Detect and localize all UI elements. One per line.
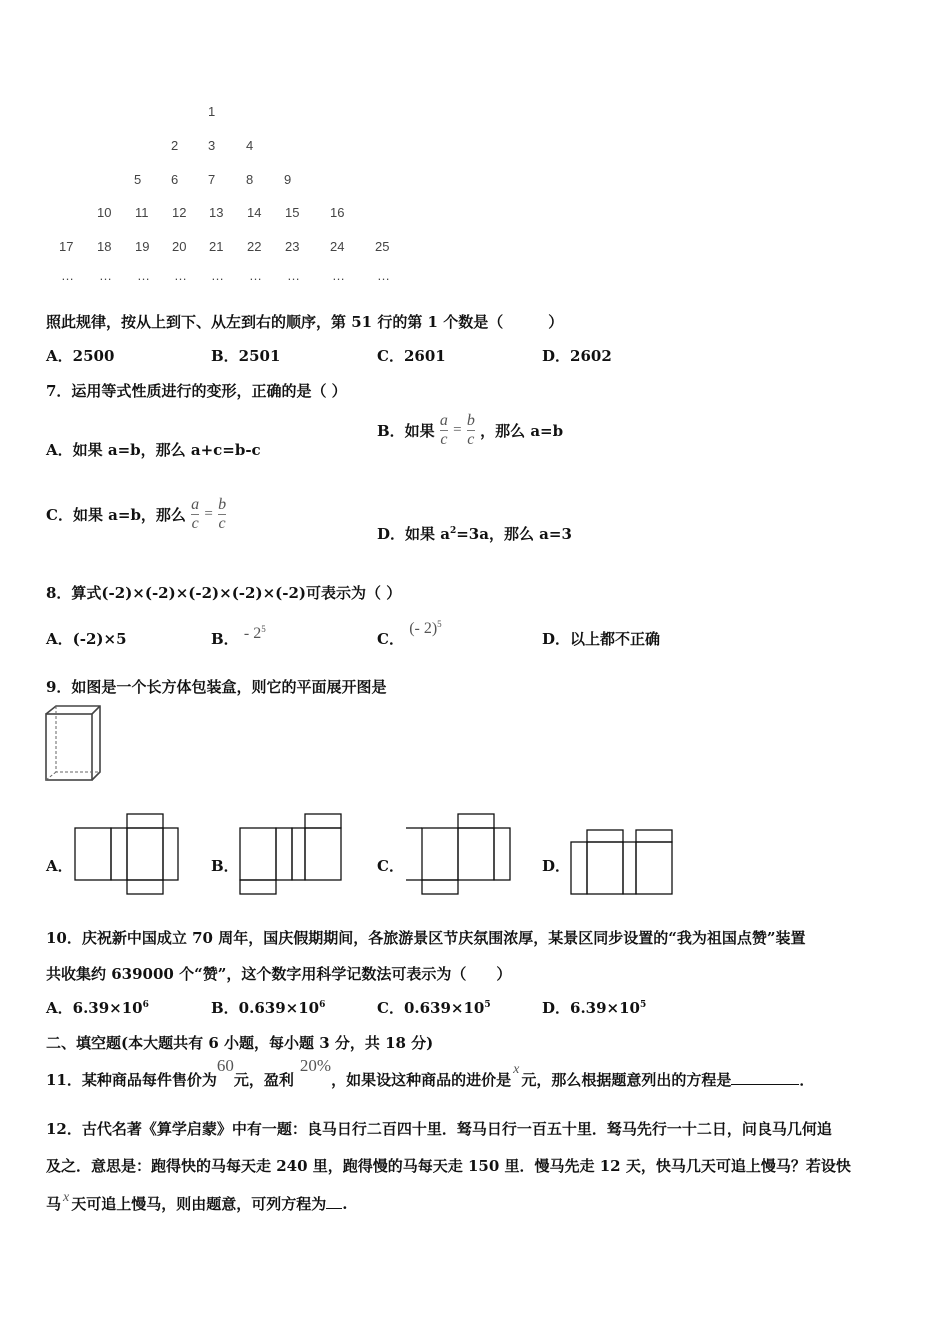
q10-option-d[interactable] <box>542 997 646 1018</box>
triangle-number: 16 <box>330 205 345 220</box>
q8-option-c[interactable] <box>377 617 442 648</box>
answer-blank[interactable] <box>731 1084 799 1085</box>
q6-stem: 照此规律，按从上到下、从左到右的顺序，第 51 行的第 1 个数是（ ） <box>46 313 564 331</box>
q12-line-1: 12．古代名著《算学启蒙》中有一题：良马日行二百四十里．驽马日行一百五十里．驽马先行一十二日，问良马几何追 <box>46 1120 832 1138</box>
fraction-b-over-c <box>467 412 475 449</box>
q8-option-c-base: (- 2) <box>409 620 438 637</box>
triangle-ellipsis: … <box>249 268 262 283</box>
frac-denominator: c <box>440 431 448 448</box>
q10-option-c[interactable] <box>377 997 491 1018</box>
q8-option-d[interactable]: D．以上都不正确 <box>542 630 661 648</box>
triangle-number: 23 <box>285 239 300 254</box>
q11-value-60: 60 <box>216 1056 234 1075</box>
q11-end: ． <box>799 1071 815 1089</box>
q11-value-20pct: 20% <box>299 1056 332 1075</box>
q9-option-a-net[interactable] <box>70 812 185 896</box>
q11-part-1: 11．某种商品每件售价为 <box>46 1071 217 1089</box>
triangle-number: 18 <box>97 239 112 254</box>
fraction-a-over-c <box>440 412 448 449</box>
triangle-number: 19 <box>135 239 150 254</box>
q12-line-3-part-2: 天可追上慢马，则由题意，可列方程为 <box>71 1195 327 1213</box>
frac-numerator: a <box>439 412 448 429</box>
q7-option-b-suffix: ，那么 a=b <box>480 422 564 440</box>
q12-end: . <box>342 1195 348 1213</box>
q7-option-a[interactable]: A．如果 a=b，那么 a+c=b-c <box>46 441 261 459</box>
exponent: 5 <box>639 1000 647 1010</box>
fraction-a-over-c <box>191 496 199 533</box>
q9-option-d-net[interactable] <box>568 826 678 898</box>
q6-option-b[interactable]: B．2501 <box>211 347 281 365</box>
triangle-number: 11 <box>135 205 149 220</box>
q10-option-c-text: C．0.639×10 <box>377 999 485 1017</box>
q9-option-a-label[interactable]: A． <box>46 857 73 875</box>
q7-option-b[interactable] <box>377 412 563 462</box>
q8-option-c-label: C． <box>377 630 404 648</box>
q9-stem: 9．如图是一个长方体包装盒，则它的平面展开图是 <box>46 678 387 696</box>
q11-part-2: 元，盈利 <box>233 1071 294 1089</box>
q9-option-b-net[interactable] <box>236 812 346 896</box>
q8-option-a[interactable]: A．(-2)×5 <box>46 630 127 648</box>
q10-option-a-text: A．6.39×10 <box>46 999 143 1017</box>
q7-option-c[interactable] <box>46 496 226 546</box>
q10-line-1: 10．庆祝新中国成立 70 周年，国庆假期期间，各旅游景区节庆氛围浓厚，某景区同步设置的“我为祖国点赞”装置 <box>46 929 806 947</box>
frac-numerator: a <box>191 496 200 513</box>
triangle-ellipsis: … <box>174 268 187 283</box>
triangle-number: 14 <box>247 205 262 220</box>
frac-denominator: c <box>191 515 199 532</box>
q8-option-b[interactable] <box>211 622 266 648</box>
q12-variable-x: x <box>63 1190 70 1205</box>
triangle-number: 9 <box>284 172 292 187</box>
q11-part-4: 元，那么根据题意列出的方程是 <box>521 1071 732 1089</box>
answer-blank[interactable] <box>326 1208 342 1209</box>
fraction-b-over-c <box>218 496 226 533</box>
triangle-number: 22 <box>247 239 262 254</box>
triangle-number: 1 <box>208 104 216 119</box>
q10-line-2: 共收集约 639000 个“赞”，这个数字用科学记数法可表示为（ ） <box>46 965 512 983</box>
triangle-ellipsis: … <box>332 268 345 283</box>
triangle-number: 13 <box>209 205 224 220</box>
triangle-number: 17 <box>59 239 74 254</box>
q7-option-d-prefix: D．如果 a <box>377 525 450 543</box>
q10-option-d-text: D．6.39×10 <box>542 999 640 1017</box>
triangle-number: 6 <box>171 172 179 187</box>
q8-option-b-label: B． <box>211 630 239 648</box>
triangle-ellipsis: … <box>99 268 112 283</box>
q7-option-b-prefix: B．如果 <box>377 422 435 440</box>
q8-stem: 8．算式(-2)×(-2)×(-2)×(-2)×(-2)可表示为（ ） <box>46 584 402 602</box>
triangle-number: 15 <box>285 205 300 220</box>
q10-option-b[interactable] <box>211 997 325 1018</box>
frac-numerator: b <box>218 496 227 513</box>
q7-stem: 7．运用等式性质进行的变形，正确的是（ ） <box>46 382 347 400</box>
exponent: 6 <box>142 1000 149 1010</box>
exponent: 5 <box>437 619 442 629</box>
q6-option-d[interactable]: D．2602 <box>542 347 612 365</box>
frac-denominator: c <box>218 515 226 532</box>
section-2-title: 二、填空题(本大题共有 6 小题，每小题 3 分，共 18 分) <box>46 1034 434 1052</box>
exponent: 6 <box>319 1000 326 1010</box>
q11-variable-x: x <box>513 1062 520 1077</box>
q12-line-3 <box>46 1185 347 1215</box>
triangle-ellipsis: … <box>287 268 300 283</box>
q11 <box>46 1055 814 1091</box>
triangle-number: 8 <box>246 172 254 187</box>
q9-option-c-net[interactable] <box>402 812 517 896</box>
q8-option-b-base: - 2 <box>243 625 262 642</box>
triangle-number: 7 <box>208 172 216 187</box>
q9-option-c-label[interactable]: C． <box>377 857 404 875</box>
triangle-number: 3 <box>208 138 216 153</box>
q10-option-b-text: B．0.639×10 <box>211 999 320 1017</box>
q7-option-d-suffix: =3a，那么 a=3 <box>456 525 572 543</box>
equals-sign: = <box>453 422 462 438</box>
triangle-number: 21 <box>209 239 224 254</box>
triangle-number: 25 <box>375 239 390 254</box>
q12-line-3-part-1: 马 <box>46 1195 62 1213</box>
triangle-ellipsis: … <box>377 268 390 283</box>
q9-option-b-label[interactable]: B． <box>211 857 239 875</box>
frac-denominator: c <box>467 431 475 448</box>
triangle-ellipsis: … <box>137 268 150 283</box>
q9-option-d-label[interactable]: D． <box>542 857 571 875</box>
triangle-ellipsis: … <box>61 268 74 283</box>
equals-sign: = <box>204 506 213 522</box>
triangle-number: 4 <box>246 138 254 153</box>
triangle-ellipsis: … <box>211 268 224 283</box>
triangle-number: 10 <box>97 205 112 220</box>
q6-option-a[interactable]: A．2500 <box>46 347 115 365</box>
q10-option-a[interactable] <box>46 997 149 1018</box>
q7-option-d[interactable] <box>377 523 572 544</box>
q11-part-3: ，如果设这种商品的进价是 <box>331 1071 512 1089</box>
triangle-number: 24 <box>330 239 345 254</box>
frac-numerator: b <box>466 412 475 429</box>
exponent: 2 <box>449 526 457 536</box>
exponent: 5 <box>261 624 266 634</box>
triangle-number: 20 <box>172 239 187 254</box>
box-3d-figure <box>44 704 104 784</box>
q7-option-c-prefix: C．如果 a=b，那么 <box>46 506 186 524</box>
exponent: 5 <box>484 1000 491 1010</box>
q6-option-c[interactable]: C．2601 <box>377 347 446 365</box>
q12-line-2: 及之．意思是：跑得快的马每天走 240 里，跑得慢的马每天走 150 里．慢马先走 12 天，快马几天可追上慢马？若设快 <box>46 1157 851 1175</box>
triangle-number: 12 <box>172 205 187 220</box>
triangle-number: 5 <box>134 172 142 187</box>
triangle-number: 2 <box>171 138 179 153</box>
